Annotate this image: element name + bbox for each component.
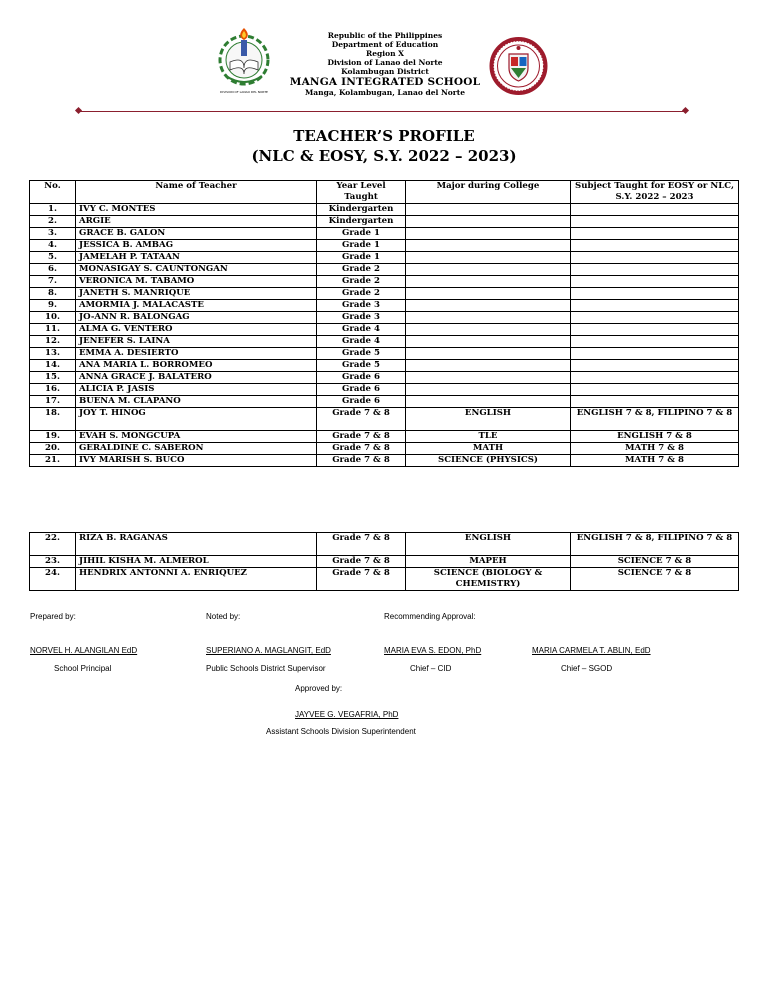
cell-no: 4. bbox=[30, 240, 76, 252]
asds-title: Assistant Schools Division Superintendent bbox=[266, 727, 416, 736]
cell-no: 10. bbox=[30, 312, 76, 324]
cell-year-level: Grade 2 bbox=[317, 288, 406, 300]
cell-teacher-name: ANNA GRACE J. BALATERO bbox=[76, 372, 317, 384]
table-row bbox=[30, 204, 739, 216]
cell-year-level: Grade 2 bbox=[317, 276, 406, 288]
cell-subject-taught bbox=[571, 216, 739, 228]
teacher-profile-table bbox=[29, 180, 739, 467]
cell-no: 21. bbox=[30, 455, 76, 467]
header-line: Department of Education bbox=[331, 40, 439, 49]
document-header bbox=[270, 31, 500, 97]
cell-year-level: Grade 6 bbox=[317, 384, 406, 396]
cell-year-level: Kindergarten bbox=[317, 216, 406, 228]
cell-teacher-name: VERONICA M. TABAMO bbox=[76, 276, 317, 288]
cell-year-level: Grade 1 bbox=[317, 228, 406, 240]
cell-major bbox=[406, 348, 571, 360]
cell-no: 3. bbox=[30, 228, 76, 240]
teacher-profile-table-continued bbox=[29, 532, 739, 591]
cell-teacher-name: JAMELAH P. TATAAN bbox=[76, 252, 317, 264]
cell-no: 7. bbox=[30, 276, 76, 288]
cell-no: 24. bbox=[30, 568, 76, 591]
table-row bbox=[30, 372, 739, 384]
cell-teacher-name: ALMA G. VENTERO bbox=[76, 324, 317, 336]
table-row bbox=[30, 455, 739, 467]
cell-subject-taught: ENGLISH 7 & 8, FILIPINO 7 & 8 bbox=[571, 408, 739, 431]
table-row bbox=[30, 276, 739, 288]
cell-subject-taught bbox=[571, 372, 739, 384]
deped-division-seal-icon bbox=[216, 26, 272, 98]
header-line: Region X bbox=[366, 49, 404, 58]
cell-year-level: Grade 7 & 8 bbox=[317, 556, 406, 568]
page-subtitle: (NLC & EOSY, S.Y. 2022 – 2023) bbox=[251, 147, 517, 165]
noted-by-label: Noted by: bbox=[206, 612, 241, 621]
cell-no: 14. bbox=[30, 360, 76, 372]
cid-chief-name: MARIA EVA S. EDON, PhD bbox=[384, 646, 482, 655]
cell-subject-taught: MATH 7 & 8 bbox=[571, 443, 739, 455]
cell-subject-taught bbox=[571, 240, 739, 252]
cell-major bbox=[406, 372, 571, 384]
table-row bbox=[30, 264, 739, 276]
cell-teacher-name: ALICIA P. JASIS bbox=[76, 384, 317, 396]
cell-teacher-name: MONASIGAY S. CAUNTONGAN bbox=[76, 264, 317, 276]
table-row bbox=[30, 240, 739, 252]
principal-title: School Principal bbox=[54, 664, 112, 673]
header-line: Kolambugan District bbox=[341, 67, 429, 76]
cell-teacher-name: JESSICA B. AMBAG bbox=[76, 240, 317, 252]
school-seal-icon bbox=[489, 37, 548, 95]
cell-no: 5. bbox=[30, 252, 76, 264]
table-body bbox=[30, 533, 739, 591]
cell-subject-taught bbox=[571, 336, 739, 348]
cell-teacher-name: ARGIE bbox=[76, 216, 317, 228]
cell-teacher-name: JO-ANN R. BALONGAG bbox=[76, 312, 317, 324]
table-row bbox=[30, 533, 739, 556]
cell-teacher-name: JANETH S. MANRIQUE bbox=[76, 288, 317, 300]
cell-teacher-name: RIZA B. RAGANAS bbox=[76, 533, 317, 556]
cell-no: 13. bbox=[30, 348, 76, 360]
approved-by-label: Approved by: bbox=[295, 684, 343, 693]
table-row bbox=[30, 324, 739, 336]
cell-subject-taught bbox=[571, 324, 739, 336]
cell-subject-taught bbox=[571, 264, 739, 276]
cell-subject-taught bbox=[571, 204, 739, 216]
cell-year-level: Grade 6 bbox=[317, 396, 406, 408]
cell-year-level: Grade 7 & 8 bbox=[317, 443, 406, 455]
cell-teacher-name: JIHIL KISHA M. ALMEROL bbox=[76, 556, 317, 568]
cell-subject-taught bbox=[571, 276, 739, 288]
cell-subject-taught bbox=[571, 360, 739, 372]
school-address: Manga, Kolambugan, Lanao del Norte bbox=[305, 88, 465, 97]
table-row bbox=[30, 568, 739, 591]
cell-subject-taught bbox=[571, 228, 739, 240]
sgod-chief-name: MARIA CARMELA T. ABLIN, EdD bbox=[532, 646, 651, 655]
cell-no: 16. bbox=[30, 384, 76, 396]
cell-major bbox=[406, 300, 571, 312]
cell-no: 1. bbox=[30, 204, 76, 216]
cell-year-level: Grade 6 bbox=[317, 372, 406, 384]
cell-no: 22. bbox=[30, 533, 76, 556]
cell-no: 15. bbox=[30, 372, 76, 384]
cell-year-level: Grade 4 bbox=[317, 336, 406, 348]
cell-year-level: Grade 1 bbox=[317, 252, 406, 264]
cell-major bbox=[406, 324, 571, 336]
cell-major bbox=[406, 204, 571, 216]
cell-no: 19. bbox=[30, 431, 76, 443]
cell-major bbox=[406, 384, 571, 396]
cell-teacher-name: EVAH S. MONGCUPA bbox=[76, 431, 317, 443]
table-row bbox=[30, 408, 739, 431]
cell-subject-taught bbox=[571, 312, 739, 324]
cell-major: TLE bbox=[406, 431, 571, 443]
cell-major: MATH bbox=[406, 443, 571, 455]
cell-teacher-name: GRACE B. GALON bbox=[76, 228, 317, 240]
prepared-by-label: Prepared by: bbox=[30, 612, 76, 621]
cell-no: 2. bbox=[30, 216, 76, 228]
col-header-name: Name of Teacher bbox=[76, 181, 317, 204]
cell-year-level: Grade 7 & 8 bbox=[317, 455, 406, 467]
table-row bbox=[30, 228, 739, 240]
cell-no: 18. bbox=[30, 408, 76, 431]
cell-subject-taught: ENGLISH 7 & 8, FILIPINO 7 & 8 bbox=[571, 533, 739, 556]
cell-year-level: Grade 7 & 8 bbox=[317, 533, 406, 556]
header-divider bbox=[80, 111, 684, 112]
cell-no: 9. bbox=[30, 300, 76, 312]
cell-subject-taught bbox=[571, 396, 739, 408]
cell-teacher-name: IVY MARISH S. BUCO bbox=[76, 455, 317, 467]
cell-year-level: Grade 5 bbox=[317, 348, 406, 360]
cell-teacher-name: JENEFER S. LAINA bbox=[76, 336, 317, 348]
cell-major: SCIENCE (BIOLOGY & CHEMISTRY) bbox=[406, 568, 571, 591]
cell-year-level: Grade 7 & 8 bbox=[317, 568, 406, 591]
cell-subject-taught bbox=[571, 288, 739, 300]
cell-subject-taught bbox=[571, 252, 739, 264]
header-line: Division of Lanao del Norte bbox=[327, 58, 443, 67]
table-row bbox=[30, 216, 739, 228]
school-name: MANGA INTEGRATED SCHOOL bbox=[289, 76, 481, 88]
table-row bbox=[30, 252, 739, 264]
cell-no: 23. bbox=[30, 556, 76, 568]
cell-no: 11. bbox=[30, 324, 76, 336]
recommending-approval-label: Recommending Approval: bbox=[384, 612, 476, 621]
cell-teacher-name: EMMA A. DESIERTO bbox=[76, 348, 317, 360]
cell-major bbox=[406, 264, 571, 276]
cell-major: ENGLISH bbox=[406, 533, 571, 556]
cell-teacher-name: HENDRIX ANTONNI A. ENRIQUEZ bbox=[76, 568, 317, 591]
cell-major: ENGLISH bbox=[406, 408, 571, 431]
cell-major bbox=[406, 312, 571, 324]
cell-teacher-name: JOY T. HINOG bbox=[76, 408, 317, 431]
table-row bbox=[30, 443, 739, 455]
left-seal-caption: DIVISION OF LANAO DEL NORTE bbox=[220, 90, 268, 94]
cell-no: 8. bbox=[30, 288, 76, 300]
cell-subject-taught: ENGLISH 7 & 8 bbox=[571, 431, 739, 443]
cell-year-level: Grade 3 bbox=[317, 312, 406, 324]
cell-subject-taught bbox=[571, 348, 739, 360]
table-row bbox=[30, 431, 739, 443]
cell-major bbox=[406, 396, 571, 408]
table-row bbox=[30, 288, 739, 300]
page-title: TEACHER’S PROFILE bbox=[293, 127, 475, 145]
table-header-row bbox=[30, 181, 739, 204]
cell-subject-taught bbox=[571, 300, 739, 312]
divider-ornament-left bbox=[75, 107, 82, 114]
cell-teacher-name: GERALDINE C. SABERON bbox=[76, 443, 317, 455]
table-body bbox=[30, 204, 739, 467]
cell-no: 6. bbox=[30, 264, 76, 276]
table-row bbox=[30, 348, 739, 360]
cid-chief-title: Chief – CID bbox=[410, 664, 452, 673]
col-header-no: No. bbox=[30, 181, 76, 204]
cell-teacher-name: BUENA M. CLAPANO bbox=[76, 396, 317, 408]
table-row bbox=[30, 396, 739, 408]
cell-subject-taught: SCIENCE 7 & 8 bbox=[571, 556, 739, 568]
cell-teacher-name: AMORMIA J. MALACASTE bbox=[76, 300, 317, 312]
supervisor-title: Public Schools District Supervisor bbox=[206, 664, 326, 673]
cell-year-level: Grade 4 bbox=[317, 324, 406, 336]
cell-major bbox=[406, 360, 571, 372]
cell-no: 17. bbox=[30, 396, 76, 408]
cell-subject-taught bbox=[571, 384, 739, 396]
table-row bbox=[30, 556, 739, 568]
cell-year-level: Grade 7 & 8 bbox=[317, 408, 406, 431]
cell-year-level: Kindergarten bbox=[317, 204, 406, 216]
cell-year-level: Grade 2 bbox=[317, 264, 406, 276]
table-row bbox=[30, 300, 739, 312]
cell-major bbox=[406, 216, 571, 228]
table-row bbox=[30, 360, 739, 372]
table-row bbox=[30, 336, 739, 348]
table-row bbox=[30, 312, 739, 324]
cell-teacher-name: ANA MARIA L. BORROMEO bbox=[76, 360, 317, 372]
cell-major bbox=[406, 252, 571, 264]
cell-year-level: Grade 5 bbox=[317, 360, 406, 372]
cell-major bbox=[406, 240, 571, 252]
asds-name: JAYVEE G. VEGAFRIA, PhD bbox=[295, 710, 399, 719]
cell-no: 20. bbox=[30, 443, 76, 455]
cell-major: SCIENCE (PHYSICS) bbox=[406, 455, 571, 467]
col-header-subject: Subject Taught for EOSY or NLC, S.Y. 2022 – 2023 bbox=[571, 181, 739, 204]
cell-major bbox=[406, 336, 571, 348]
cell-major bbox=[406, 228, 571, 240]
table-row bbox=[30, 384, 739, 396]
cell-teacher-name: IVY C. MONTES bbox=[76, 204, 317, 216]
cell-year-level: Grade 3 bbox=[317, 300, 406, 312]
cell-year-level: Grade 1 bbox=[317, 240, 406, 252]
col-header-major: Major during College bbox=[406, 181, 571, 204]
cell-subject-taught: MATH 7 & 8 bbox=[571, 455, 739, 467]
header-line: Republic of the Philippines bbox=[327, 31, 443, 40]
cell-major bbox=[406, 288, 571, 300]
cell-major bbox=[406, 276, 571, 288]
sgod-chief-title: Chief – SGOD bbox=[561, 664, 613, 673]
col-header-year: Year Level Taught bbox=[317, 181, 406, 204]
cell-year-level: Grade 7 & 8 bbox=[317, 431, 406, 443]
principal-name: NORVEL H. ALANGILAN EdD bbox=[30, 646, 138, 655]
cell-major: MAPEH bbox=[406, 556, 571, 568]
cell-no: 12. bbox=[30, 336, 76, 348]
divider-ornament-right bbox=[682, 107, 689, 114]
cell-subject-taught: SCIENCE 7 & 8 bbox=[571, 568, 739, 591]
supervisor-name: SUPERIANO A. MAGLANGIT, EdD bbox=[206, 646, 331, 655]
